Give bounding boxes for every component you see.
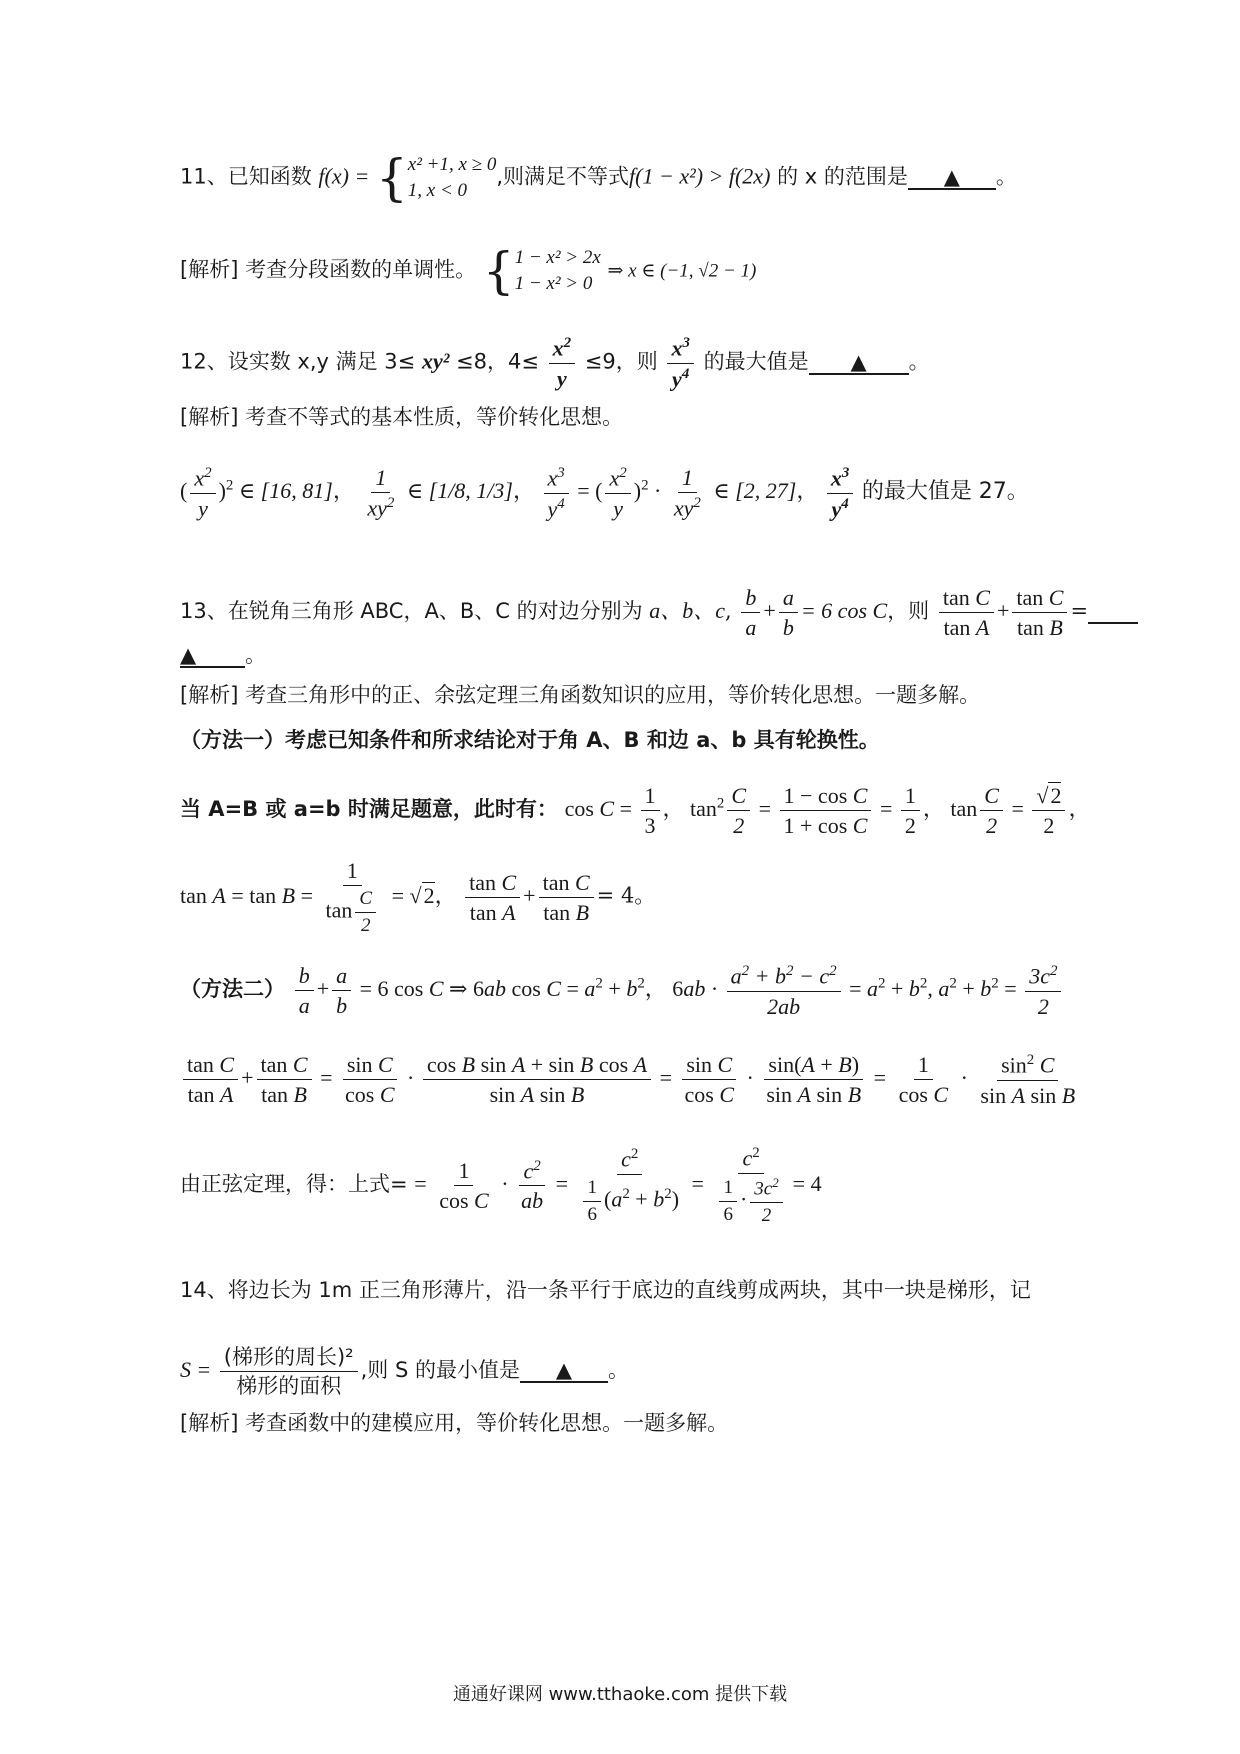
analysis-12-derivation xyxy=(180,465,1070,521)
variables: a、b、c xyxy=(649,597,726,623)
system-row-1: 1 − x² > 2x xyxy=(514,247,601,268)
interval: ∈ [2, 27] xyxy=(713,478,797,504)
answer-blank-line xyxy=(1088,600,1138,624)
brace-icon: { xyxy=(482,242,515,300)
math-block: tan A = tan B = 1 tan $\frac{C}{2}$ = √2， $\frac{\text{tan C}}{\text{tan A}}$ + $\frac{\text{tan C}}{\text{tan B}}$ xyxy=(180,883,597,908)
analysis-text: 由正弦定理，得：上式= xyxy=(180,1171,408,1196)
analysis-text: 考查三角形中的正、余弦定理三角函数知识的应用，等价转化思想。一题多解。 xyxy=(245,683,981,707)
analysis-text: 的最大值是 27。 xyxy=(861,479,1029,505)
question-14 xyxy=(180,1275,1070,1305)
analysis-12 xyxy=(180,402,1070,432)
answer-blank: ▲ xyxy=(809,351,909,375)
math-block: cos C = $\frac{1}{3}$ ， $\tan^2$ $\frac{C}{2}$ = $\frac{\text{1 − cos C}}{\text{1 + cos C}}$ = $\frac{1}{2}$ ， tan $\frac{C}{2}$ = $\frac{√2}{2}$ ， xyxy=(564,783,1091,839)
math-block: $\frac{\text{tan C}}{\text{tan A}}$ + $\frac{\text{tan C}}{\text{tan B}}$ = $\frac{\text{sin C}}{\text{cos C}}$ · $\frac{\text{cos B sin A + sin B cos A}}{\text{sin A sin B}}$ = $\frac{\text{sin C}}{\text{cos C}}$ · $\frac{\sin(A + B)}{\text{sin A sin B}}$ = $\frac{1}{\text{cos C}}$ · $\frac{\sin^2 C}{\text{sin A sin B}}$ xyxy=(180,1065,1082,1090)
question-text: 。 xyxy=(908,349,930,374)
function-def: f(x) = xyxy=(318,163,370,189)
method-1-line-2 xyxy=(180,783,1091,839)
method-1-line-3 xyxy=(180,858,1070,937)
math-block: ( $\frac{x^2}{y}$ )$^2$ ∈ [16, 81]， $\frac{1}{xy^2}$ ∈ [1/8, 1/3]， $\frac{x^3}{y^4}$ = ( $\frac{x^2}{y}$ )$^2$ · $\frac{1}{xy^2}$ ∈ [2, 27]， $\frac{x^3}{y^4}$ xyxy=(180,478,856,503)
s-numerator: (梯形的周长)² xyxy=(220,1345,358,1372)
question-text: 的 x 的范围是 xyxy=(777,164,908,189)
question-text: 已知函数 xyxy=(227,164,312,189)
fraction-x2-over-y: $\frac{x^2}{y}$ xyxy=(549,335,575,391)
method-2-result: = 4 xyxy=(792,1170,822,1196)
interval: ∈ [1/8, 1/3] xyxy=(406,478,513,504)
method-1-result: = 4。 xyxy=(596,883,656,908)
answer-blank: ▲ xyxy=(520,1359,608,1383)
question-text: ≤8，4≤ xyxy=(456,349,539,374)
analysis-result: ⇒ x ∈ (−1, √2 − 1) xyxy=(607,260,757,282)
answer-blank: ▲ xyxy=(908,166,996,190)
case-2: 1, x < 0 xyxy=(407,180,468,201)
question-number: 11、 xyxy=(180,164,228,189)
method-2-line-2 xyxy=(180,1052,1076,1108)
question-text: 的最大值是 xyxy=(703,349,809,374)
s-denominator: 梯形的面积 xyxy=(236,1374,342,1399)
answer-blank: ▲ xyxy=(180,644,245,668)
question-text: ≤9，则 xyxy=(584,349,658,374)
inequality: f(1 − x²) > f(2x) xyxy=(629,163,771,189)
question-text: 。 xyxy=(995,164,1017,189)
interval: ∈ [16, 81] xyxy=(238,478,333,504)
brace-icon: { xyxy=(375,149,408,207)
method-2-line-3 xyxy=(180,1145,1070,1227)
analysis-label: [解析] xyxy=(180,683,239,707)
s-definition xyxy=(220,1345,358,1398)
condition-expression: $\frac{b}{a}$ + $\frac{a}{b}$ xyxy=(738,598,800,623)
analysis-text: 当 A=B 或 a=b 时满足题意，此时有： xyxy=(180,796,558,821)
analysis-text: 考查函数中的建模应用，等价转化思想。一题多解。 xyxy=(245,1411,729,1435)
question-text: ，则 xyxy=(887,598,930,623)
condition-rhs: = 6 cos C xyxy=(800,597,888,623)
question-text: 在锐角三角形 ABC，A、B、C 的对边分别为 xyxy=(227,598,643,623)
question-12 xyxy=(180,335,1070,391)
question-13: 13、在锐角三角形 ABC，A、B、C 的对边分别为 a、b、c, $\frac{b}{a}$ + $\frac{a}{b}$ = 6 cos C，则 $\frac{\text{tan C}}{\text{tan A}}$ + $\frac{\text{tan C}}{\text{tan B}}$ = xyxy=(180,585,1070,641)
target-expression: $\frac{\text{tan C}}{\text{tan A}}$ + $\frac{\text{tan C}}{\text{tan B}}$ xyxy=(936,598,1071,623)
system-row-2: 1 − x² > 0 xyxy=(514,273,593,294)
equals-sign: = xyxy=(1070,598,1089,623)
question-text: 设实数 x,y 满足 3≤ xyxy=(227,349,416,374)
question-11 xyxy=(180,149,1070,207)
math-block: = $\frac{1}{\text{cos C}}$ · $\frac{c^2}{ab}$ = $c^2$ $\frac{1}{6}$ $(a^2 + b^2)$ = $c^2$ $\frac{1}{6}$ · $\frac{3c^2}{2}$ xyxy=(414,1171,792,1196)
method-2-line-1 xyxy=(180,963,1070,1019)
analysis-13 xyxy=(180,680,1070,710)
expression: xy² xyxy=(421,348,450,374)
question-text: 。 xyxy=(245,643,266,667)
piecewise-cases xyxy=(408,152,497,204)
question-13-cont xyxy=(180,640,1070,670)
analysis-11 xyxy=(180,242,1070,300)
question-number: 13、 xyxy=(180,598,228,623)
question-text: 将边长为 1m 正三角形薄片，沿一条平行于底边的直线剪成两块，其中一块是梯形，记 xyxy=(227,1278,1031,1302)
question-number: 12、 xyxy=(180,349,228,374)
analysis-label: [解析] xyxy=(180,1411,239,1435)
analysis-14 xyxy=(180,1408,1070,1438)
question-14-cont: S = $\frac{\text{(梯形的周长)²}}{\text{梯形的面积}}$ ,则 S 的最小值是 ▲ 。 xyxy=(180,1345,629,1399)
method-2-heading: （方法二） xyxy=(180,977,285,1001)
page-footer: 通通好课网 www.tthaoke.com 提供下载 xyxy=(452,1684,788,1705)
s-symbol: S xyxy=(180,1357,191,1383)
question-text: ,则 S 的最小值是 xyxy=(360,1358,520,1383)
question-text: ,则满足不等式 xyxy=(496,164,630,189)
inequality-system xyxy=(515,245,601,297)
fraction-x3-over-y4: $\frac{x^3}{y^4}$ xyxy=(667,335,693,391)
analysis-text: 考查不等式的基本性质，等价转化思想。 xyxy=(245,405,624,429)
analysis-text: 考查分段函数的单调性。 xyxy=(245,257,477,282)
analysis-label: [解析] xyxy=(180,405,239,429)
method-1-heading: （方法一）考虑已知条件和所求结论对于角 A、B 和边 a、b 具有轮换性。 xyxy=(180,728,880,752)
case-1: x² +1, x ≥ 0 xyxy=(407,154,497,175)
question-text: 。 xyxy=(607,1358,629,1383)
analysis-label: [解析] xyxy=(180,257,239,282)
question-number: 14、 xyxy=(180,1278,228,1302)
math-block: $\frac{b}{a}$ + $\frac{a}{b}$ = 6 cos C ⇒ 6ab $\cos C = a^2 + b^2$， 6ab · $\frac{a^2 + b^2 - c^2}{2ab}$ = $a^2 + b^2$, $a^2 + b^2$ = $\frac{3c^2}{2}$ xyxy=(292,976,1065,1001)
